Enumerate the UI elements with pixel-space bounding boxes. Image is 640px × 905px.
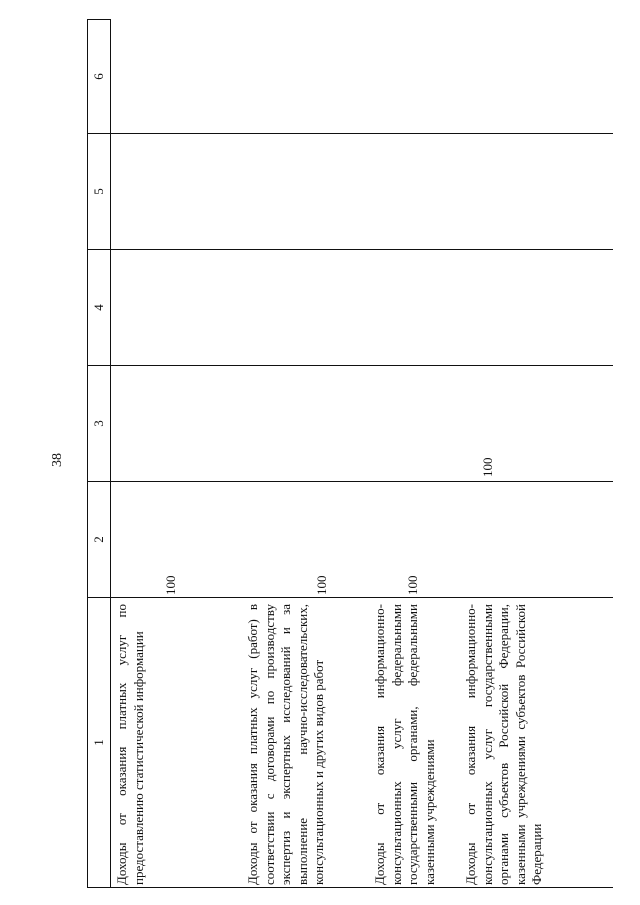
value-cell xyxy=(460,366,613,482)
value-col2: 100 xyxy=(405,575,420,595)
value-cell xyxy=(460,134,613,250)
value-col3: 100 xyxy=(480,457,495,477)
column-header: 2 xyxy=(88,482,111,598)
value-cell xyxy=(242,482,369,598)
column-header: 6 xyxy=(88,20,111,134)
value-cell xyxy=(242,250,369,366)
table-header-row xyxy=(88,20,111,888)
row-name: Доходы от оказания информационно-консультационных услуг государственными органами субъектов Российской Федерации, казенными учреждениями субъектов Российской Федерации xyxy=(460,598,613,888)
value-cell xyxy=(460,20,613,134)
value-cell xyxy=(460,250,613,366)
value-cell xyxy=(111,134,243,250)
table-row xyxy=(111,20,243,888)
value-cell xyxy=(460,482,613,598)
page-number: 38 xyxy=(50,453,65,467)
value-cell xyxy=(242,20,369,134)
value-cell xyxy=(111,20,243,134)
value-cell xyxy=(369,250,460,366)
value-cell xyxy=(369,482,460,598)
value-cell xyxy=(369,366,460,482)
value-cell xyxy=(242,134,369,250)
income-table xyxy=(87,19,613,888)
value-cell xyxy=(111,366,243,482)
value-col2: 100 xyxy=(163,575,178,595)
value-cell xyxy=(369,20,460,134)
row-name: Доходы от оказания платных услуг (работ) в соответствии с договорами по производству экспертиз и экспертных исследований и за выполнение научно-исследовательских, консультационных и других видов работ xyxy=(242,598,369,888)
column-header: 4 xyxy=(88,250,111,366)
row-name: Доходы от оказания платных услуг по предоставлению статистической информации xyxy=(111,598,243,888)
column-header: 3 xyxy=(88,366,111,482)
table-row xyxy=(242,20,369,888)
table-row xyxy=(369,20,460,888)
row-name: Доходы от оказания информационно-консультационных услуг федеральными государственными органами, федеральными казенными учреждениями xyxy=(369,598,460,888)
rotated-table-container xyxy=(87,20,640,888)
value-cell xyxy=(369,134,460,250)
value-cell xyxy=(242,366,369,482)
value-cell xyxy=(111,482,243,598)
value-cell xyxy=(111,250,243,366)
column-header: 5 xyxy=(88,134,111,250)
table-row xyxy=(460,20,613,888)
value-col2: 100 xyxy=(314,575,329,595)
column-header: 1 xyxy=(88,598,111,888)
